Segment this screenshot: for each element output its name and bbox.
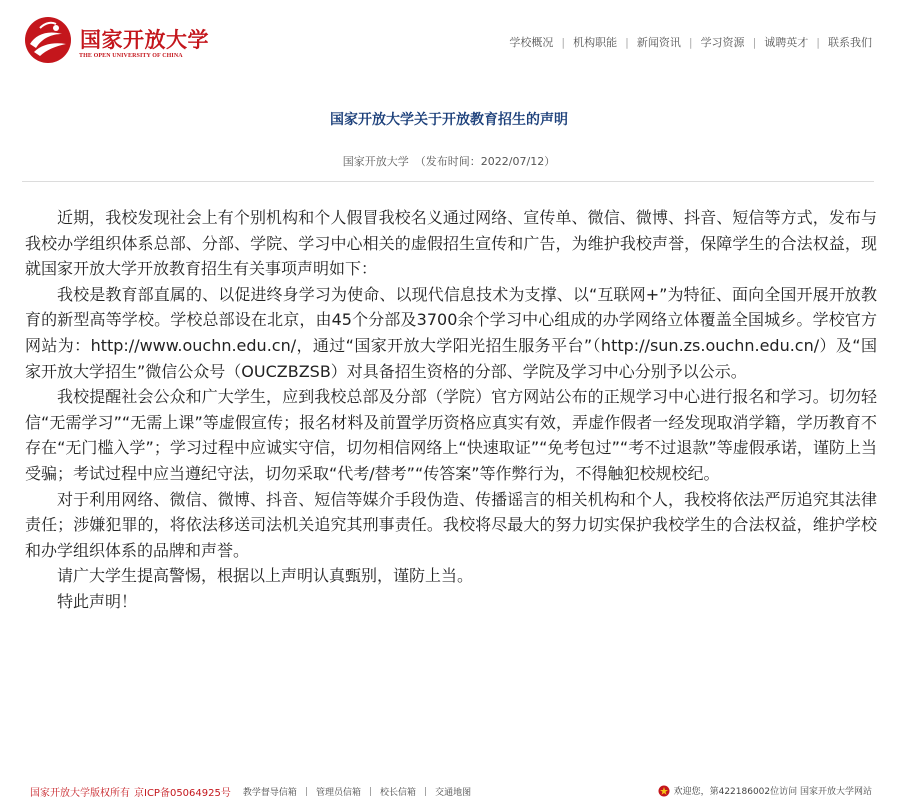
article-paragraph: 我校提醒社会公众和广大学生，应到我校总部及分部（学院）官方网站公布的正规学习中心进行报名和学习。切勿轻信“无需学习”“无需上课”等虚假宣传；报名材料及前置学历资格应真实有效，弄虚作假者一经发现取消学籍，学历教育不存在“无门槛入学”；学习过程中应诚实守信，切勿相信网络上“快速取证”“免考包过”“考不过退款”等虚假承诺，谨防上当受骗；考试过程中应当遵纪守法，切勿采取“代考/替考”“传答案”等作弊行为，不得触犯校规校纪。 [25,387,877,483]
nav-item-news[interactable]: 新闻资讯 [636,36,681,49]
article-paragraph: 近期，我校发现社会上有个别机构和个人假冒我校名义通过网络、宣传单、微信、微博、抖音、短信等方式，发布与我校办学组织体系总部、分部、学院、学习中心相关的虚假招生宣传和广告，为维护我校声誉，保障学生的合法权益，现就国家开放大学开放教育招生有关事项声明如下： [25,208,877,279]
nav-separator: | [752,35,757,49]
footer-separator: | [304,786,308,797]
ouc-logo-icon [22,14,74,66]
top-nav [509,34,872,50]
article-paragraph: 特此声明！ [57,591,138,611]
footer-separator: | [424,786,428,797]
nav-item-resources[interactable]: 学习资源 [700,36,745,49]
footer-left [30,784,471,799]
article-paragraph: 对于利用网络、微信、微博、抖音、短信等媒介手段伪造、传播谣言的相关机构和个人，我校将依法严厉追究其法律责任；涉嫌犯罪的，将依法移送司法机关追究其刑事责任。我校将尽最大的努力切实保护我校学生的合法权益，维护学校和办学组织体系的品牌和声誉。 [25,489,877,560]
police-badge-icon [658,785,670,797]
footer-separator: | [368,786,372,797]
copyright-text: 国家开放大学版权所有 [30,788,130,799]
article-source: 国家开放大学 [342,155,409,168]
nav-separator: | [816,35,820,49]
article-date: （发布时间：2022/07/12） [414,155,556,168]
logo-chinese-name: 国家开放大学 [80,28,209,52]
site-footer [0,780,898,805]
article-body [25,205,877,615]
article-paragraph: 我校是教育部直属的、以促进终身学习为使命、以现代信息技术为支撑、以“互联网+”为特征、面向全国开展开放教育的新型高等学校。学校总部设在北京，由45个分部及3700余个学习中心组成的办学网络立体覆盖全国城乡。学校官方网站为：http://www.ouchn.edu.cn/，通过“国家开放大学阳光招生服务平台”（http://sun.zs.ouchn.edu.cn/）及“国家开放大学招生”微信公众号（OUCZBZSB）对具备招生资格的分部、学院及学习中心分别予以公示。 [25,284,877,381]
nav-separator: | [625,35,629,49]
nav-separator: | [561,35,566,49]
site-logo[interactable] [22,14,222,66]
site-header [0,0,898,80]
nav-item-departments[interactable]: 机构职能 [573,36,618,49]
footer-link-president-mailbox[interactable]: 校长信箱 [380,788,417,798]
nav-item-careers[interactable]: 诚聘英才 [764,36,809,49]
nav-item-contact[interactable]: 联系我们 [828,36,872,49]
article-title: 国家开放大学关于开放教育招生的声明 [330,112,568,128]
footer-link-traffic-map[interactable]: 交通地图 [435,788,472,798]
visit-counter-text: 欢迎您，第422186002位访问 国家开放大学网站 [673,787,872,797]
nav-item-about[interactable]: 学校概况 [509,36,554,49]
article-meta [0,153,898,169]
footer-right [658,784,872,797]
footer-link-admin-mailbox[interactable]: 管理员信箱 [315,788,361,798]
logo-english-name: THE OPEN UNIVERSITY OF CHINA [79,53,183,59]
icp-link[interactable]: 京ICP备05064925号 [134,788,231,799]
footer-link-supervision-mailbox[interactable]: 教学督导信箱 [242,788,297,798]
article-paragraph: 请广大学生提高警惕，根据以上声明认真甄别，谨防上当。 [57,566,474,586]
nav-separator: | [688,35,693,49]
title-divider [22,181,874,182]
